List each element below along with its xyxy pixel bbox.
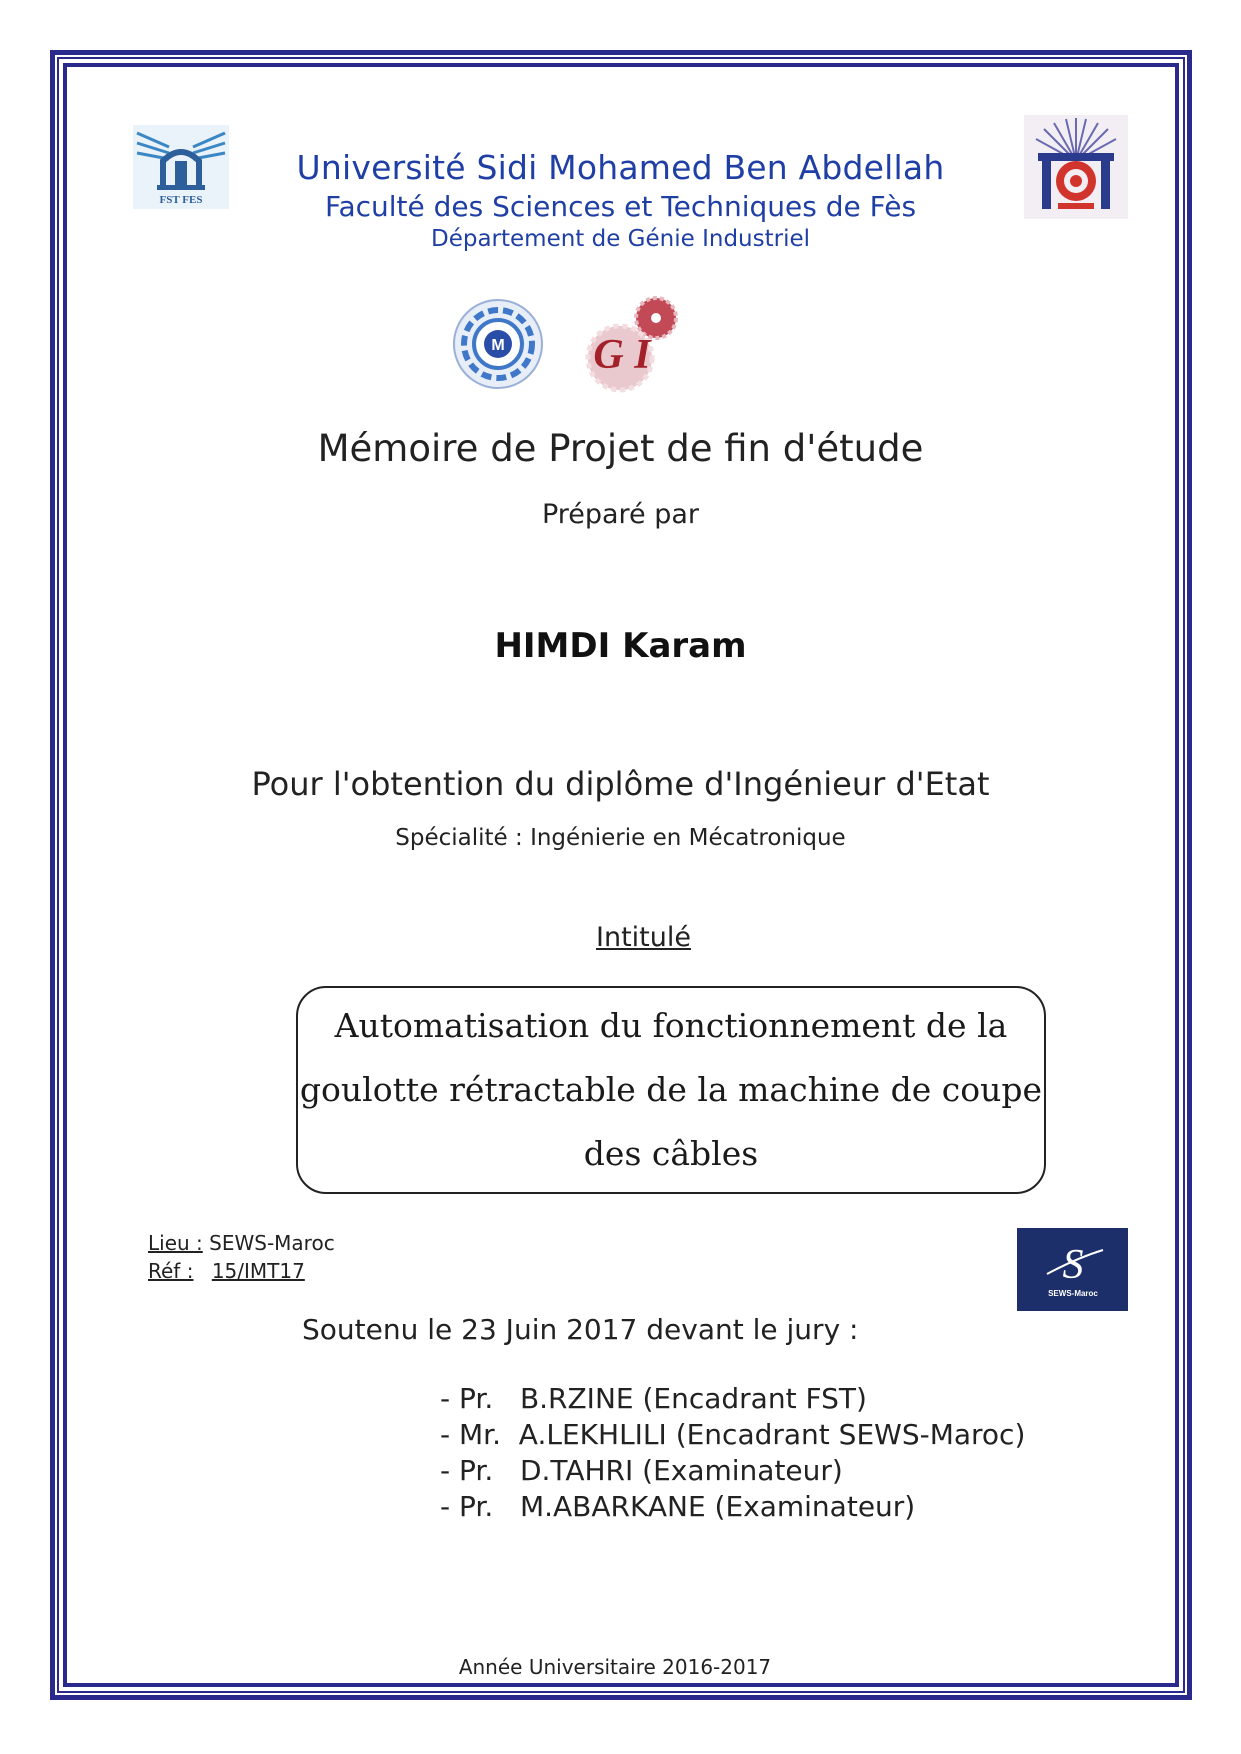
ref-label: Réf : bbox=[148, 1259, 194, 1283]
author-name: HIMDI Karam bbox=[494, 626, 747, 666]
jury-member: - Mr. A.LEKHLILI (Encadrant SEWS-Maroc) bbox=[440, 1418, 1026, 1451]
mechatronics-logo-icon bbox=[452, 298, 544, 390]
sews-maroc-logo-icon bbox=[1017, 1228, 1128, 1311]
jury-member: - Pr. M.ABARKANE (Examinateur) bbox=[440, 1490, 916, 1523]
gi-logo-text: G I bbox=[593, 332, 651, 378]
faculty-name: Faculté des Sciences et Techniques de Fès bbox=[324, 190, 917, 223]
lieu-label: Lieu : bbox=[148, 1231, 203, 1255]
intitule-label: Intitulé bbox=[596, 922, 691, 953]
academic-year: Année Universitaire 2016-2017 bbox=[458, 1655, 772, 1679]
gi-logo-icon bbox=[578, 294, 682, 394]
subject-line: goulotte rétractable de la machine de coupe bbox=[299, 1070, 1043, 1109]
prepared-by-label: Préparé par bbox=[541, 499, 700, 530]
memoire-title: Mémoire de Projet de fin d'étude bbox=[317, 427, 924, 470]
fst-fes-logo-text: FST FES bbox=[159, 194, 203, 206]
sews-logo-letter: S bbox=[1062, 1242, 1084, 1288]
diploma-line: Pour l'obtention du diplôme d'Ingénieur d'Etat bbox=[251, 765, 990, 803]
jury-member: - Pr. B.RZINE (Encadrant FST) bbox=[440, 1382, 867, 1415]
lieu-value: SEWS-Maroc bbox=[209, 1231, 335, 1255]
lieu-line bbox=[148, 1231, 335, 1255]
ref-line bbox=[148, 1259, 305, 1283]
department-name: Département de Génie Industriel bbox=[430, 226, 811, 252]
subject-title-box bbox=[296, 986, 1046, 1194]
specialty-line: Spécialité : Ingénierie en Mécatronique bbox=[395, 825, 846, 851]
jury-member: - Pr. D.TAHRI (Examinateur) bbox=[440, 1454, 843, 1487]
ref-value: 15/IMT17 bbox=[211, 1259, 305, 1283]
university-name: Université Sidi Mohamed Ben Abdellah bbox=[296, 148, 945, 187]
defense-statement: Soutenu le 23 Juin 2017 devant le jury : bbox=[302, 1313, 859, 1346]
sews-logo-text: SEWS-Maroc bbox=[1048, 1289, 1098, 1298]
subject-line: des câbles bbox=[583, 1134, 759, 1173]
mechatronics-logo-letter: M bbox=[491, 337, 505, 354]
subject-line: Automatisation du fonctionnement de la bbox=[334, 1006, 1008, 1045]
